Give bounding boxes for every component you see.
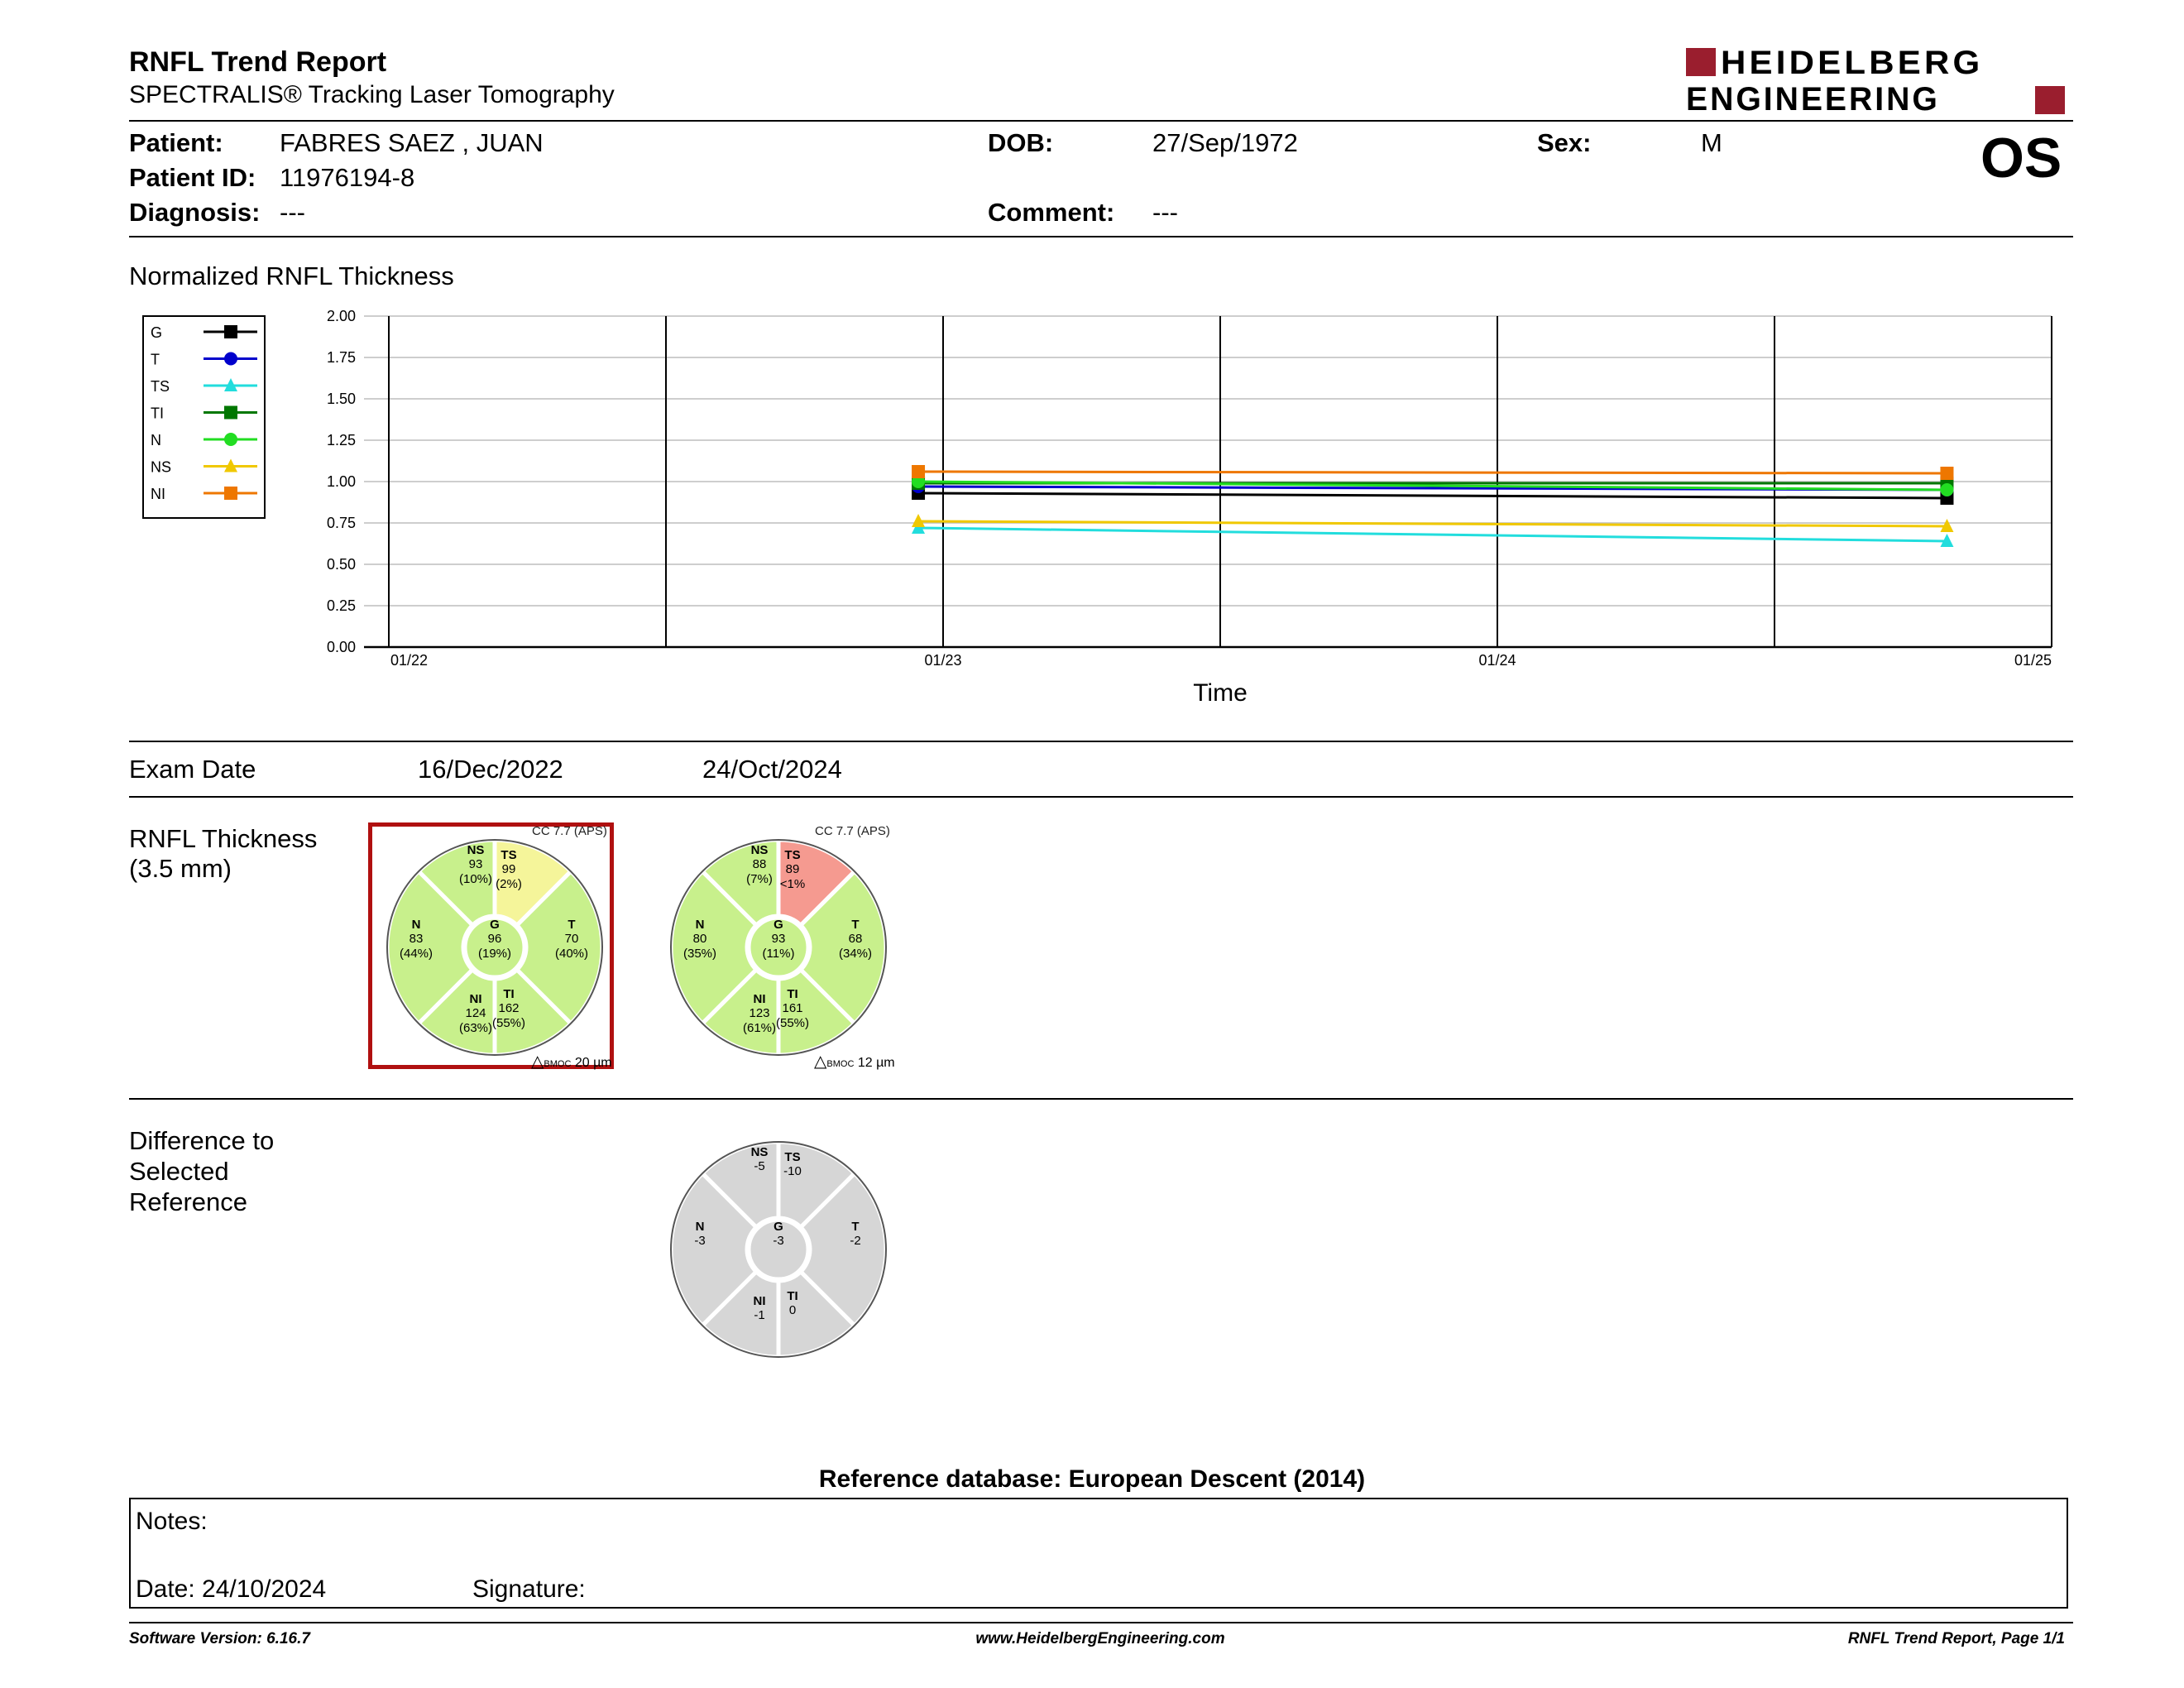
signature-label: Signature: [472, 1575, 586, 1603]
legend-label: TI [151, 405, 164, 422]
divider [129, 741, 2073, 742]
difference-pie [667, 1138, 890, 1361]
sector-value-ni: 123 [749, 1006, 770, 1020]
patient-label: Patient: [129, 128, 223, 157]
sex-label: Sex: [1537, 128, 1592, 157]
website-link[interactable]: www.HeidelbergEngineering.com [975, 1630, 1225, 1647]
series-line-ts [918, 528, 1947, 541]
difference-label-line2: Selected [129, 1157, 229, 1186]
diagnosis-value: --- [280, 198, 305, 227]
y-tick-label: 1.75 [326, 349, 356, 366]
sector-label-ni: NI [753, 1294, 766, 1308]
sector-label-g: G [774, 1220, 783, 1234]
sector-value-ti: 161 [782, 1001, 803, 1015]
sex-value: M [1701, 128, 1722, 157]
sector-value-n: 80 [692, 932, 707, 946]
sector-label-ti: TI [787, 987, 798, 1001]
rnfl-pie-exam1[interactable] [383, 836, 606, 1059]
legend-marker [224, 433, 237, 446]
legend-label: N [151, 432, 161, 448]
sector-value-g: 96 [487, 932, 502, 946]
software-version: Software Version: 6.16.7 [129, 1630, 310, 1647]
sector-value-ts: 99 [501, 862, 516, 876]
diagnosis-label: Diagnosis: [129, 198, 261, 227]
sector-label-n: N [695, 918, 705, 932]
y-tick-label: 1.25 [326, 432, 356, 448]
sector-percentile-ns: (10%) [458, 872, 493, 886]
legend-marker [224, 487, 237, 500]
exam1-cc-label: CC 7.7 (APS) [532, 824, 607, 838]
rnfl-label-line2: (3.5 mm) [129, 854, 232, 883]
logo-line-1: HEIDELBERG [1721, 45, 1984, 81]
sector-percentile-ns: (7%) [746, 872, 773, 886]
sector-value-ti: 0 [788, 1303, 797, 1317]
y-tick-label: 1.00 [326, 473, 356, 490]
x-axis-label: Time [1193, 679, 1248, 707]
y-tick-label: 0.50 [326, 556, 356, 573]
legend-marker [224, 352, 237, 366]
sector-percentile-t: (34%) [838, 947, 873, 961]
sector-percentile-g: (11%) [762, 947, 795, 961]
sector-value-ni: -1 [754, 1308, 765, 1322]
page-number: RNFL Trend Report, Page 1/1 [1847, 1630, 2065, 1647]
dob-value: 27/Sep/1972 [1152, 128, 1298, 157]
bmo-label: BMOC [826, 1059, 855, 1069]
sector-percentile-ni: (61%) [742, 1021, 777, 1035]
exam2-bmo [814, 1051, 895, 1072]
report-title: RNFL Trend Report [129, 46, 387, 78]
legend-label: NS [151, 458, 172, 476]
sector-value-ts: 89 [785, 862, 800, 876]
series-line-ni [918, 472, 1947, 473]
sector-value-t: 70 [564, 932, 579, 946]
sector-label-n: N [411, 918, 421, 932]
divider [129, 1098, 2073, 1100]
sector-label-ni: NI [753, 992, 766, 1006]
data-point-ni [1940, 467, 1953, 480]
legend-marker [224, 406, 237, 420]
x-tick-label: 01/23 [924, 652, 962, 669]
sector-label-t: T [851, 1220, 860, 1234]
trend-chart [281, 298, 2068, 720]
bmo-value: 20 µm [574, 1056, 612, 1070]
sector-percentile-ti: (55%) [491, 1016, 526, 1030]
chart-legend [142, 315, 266, 519]
sector-label-ts: TS [784, 1150, 801, 1164]
delta-icon: △ [814, 1053, 827, 1071]
exam-date-label: Exam Date [129, 755, 256, 784]
delta-icon: △ [531, 1053, 544, 1071]
sector-label-ti: TI [503, 987, 515, 1001]
sector-value-ni: 124 [465, 1006, 486, 1020]
data-point-ni [912, 465, 925, 478]
sector-label-ns: NS [467, 843, 485, 857]
exam2-cc-label: CC 7.7 (APS) [815, 824, 890, 838]
sector-label-ns: NS [750, 843, 769, 857]
sector-label-ns: NS [750, 1145, 769, 1159]
sector-label-n: N [695, 1220, 705, 1234]
divider [129, 1622, 2073, 1623]
sector-value-ns: 93 [468, 857, 483, 871]
sector-label-g: G [490, 918, 500, 932]
exam-date-2: 24/Oct/2024 [702, 755, 842, 784]
logo-block-bottom [2035, 86, 2065, 114]
sector-percentile-ts: <1% [779, 877, 806, 891]
divider [129, 796, 2073, 798]
notes-date: Date: 24/10/2024 [136, 1575, 327, 1603]
brand-logo [1686, 45, 2067, 117]
exam-date-1: 16/Dec/2022 [418, 755, 563, 784]
legend-marker [224, 325, 237, 338]
sector-label-t: T [568, 918, 576, 932]
sector-percentile-t: (40%) [554, 947, 589, 961]
eye-label: OS [1980, 127, 2062, 189]
x-tick-label: 01/25 [2014, 652, 2052, 669]
logo-line-2: ENGINEERING [1686, 81, 1940, 117]
comment-label: Comment: [988, 198, 1115, 227]
reference-database: Reference database: European Descent (2014) [818, 1465, 1366, 1493]
sector-percentile-n: (35%) [682, 947, 717, 961]
legend-label: TS [151, 378, 170, 395]
sector-value-ns: 88 [752, 857, 767, 871]
y-tick-label: 0.75 [326, 515, 356, 531]
comment-value: --- [1152, 198, 1178, 227]
patient-name: FABRES SAEZ , JUAN [280, 128, 544, 157]
sector-label-ti: TI [787, 1289, 798, 1303]
exam1-bmo [531, 1051, 612, 1072]
sector-value-t: -2 [850, 1234, 861, 1248]
bmo-label: BMOC [544, 1059, 572, 1069]
legend-label: T [151, 351, 160, 368]
legend-svg [144, 317, 264, 517]
sector-percentile-ts: (2%) [496, 877, 522, 891]
legend-label: NI [151, 486, 165, 502]
sector-label-t: T [851, 918, 860, 932]
sector-value-t: 68 [848, 932, 863, 946]
notes-label: Notes: [136, 1508, 208, 1535]
sector-label-ts: TS [500, 848, 517, 862]
chart-section-title: Normalized RNFL Thickness [129, 261, 454, 290]
divider [129, 120, 2073, 122]
sector-percentile-g: (19%) [477, 947, 512, 961]
x-tick-label: 01/22 [390, 652, 429, 669]
patient-id-value: 11976194-8 [280, 163, 415, 192]
logo-block-top [1686, 48, 1716, 76]
divider [129, 236, 2073, 237]
patient-id-label: Patient ID: [129, 163, 256, 192]
legend-label: G [151, 324, 163, 341]
rnfl-pie-exam2[interactable] [667, 836, 890, 1059]
sector-percentile-ni: (63%) [458, 1021, 493, 1035]
x-tick-label: 01/24 [1478, 652, 1516, 669]
rnfl-label-line1: RNFL Thickness [129, 824, 318, 853]
sector-value-n: -3 [694, 1234, 706, 1248]
y-tick-label: 0.25 [326, 597, 356, 614]
difference-label-line3: Reference [129, 1187, 248, 1216]
sector-value-ts: -10 [783, 1164, 802, 1178]
y-tick-label: 1.50 [326, 391, 356, 407]
y-tick-label: 0.00 [326, 639, 356, 655]
sector-value-ti: 162 [498, 1001, 520, 1015]
sector-percentile-n: (44%) [399, 947, 433, 961]
sector-label-ts: TS [784, 848, 801, 862]
sector-value-n: 83 [409, 932, 424, 946]
series-line-ns [918, 521, 1947, 526]
sector-value-g: -3 [773, 1234, 784, 1248]
sector-value-g: 93 [771, 932, 786, 946]
sector-label-ni: NI [469, 992, 482, 1006]
data-point-n [1940, 483, 1953, 496]
report-subtitle: SPECTRALIS® Tracking Laser Tomography [129, 81, 615, 108]
sector-value-ns: -5 [754, 1159, 765, 1173]
dob-label: DOB: [988, 128, 1054, 157]
sector-label-g: G [774, 918, 783, 932]
sector-percentile-ti: (55%) [775, 1016, 810, 1030]
bmo-value: 12 µm [857, 1056, 895, 1070]
notes-box[interactable] [129, 1498, 2068, 1609]
y-tick-label: 2.00 [326, 308, 356, 324]
series-line-g [918, 493, 1947, 498]
difference-label-line1: Difference to [129, 1126, 275, 1155]
